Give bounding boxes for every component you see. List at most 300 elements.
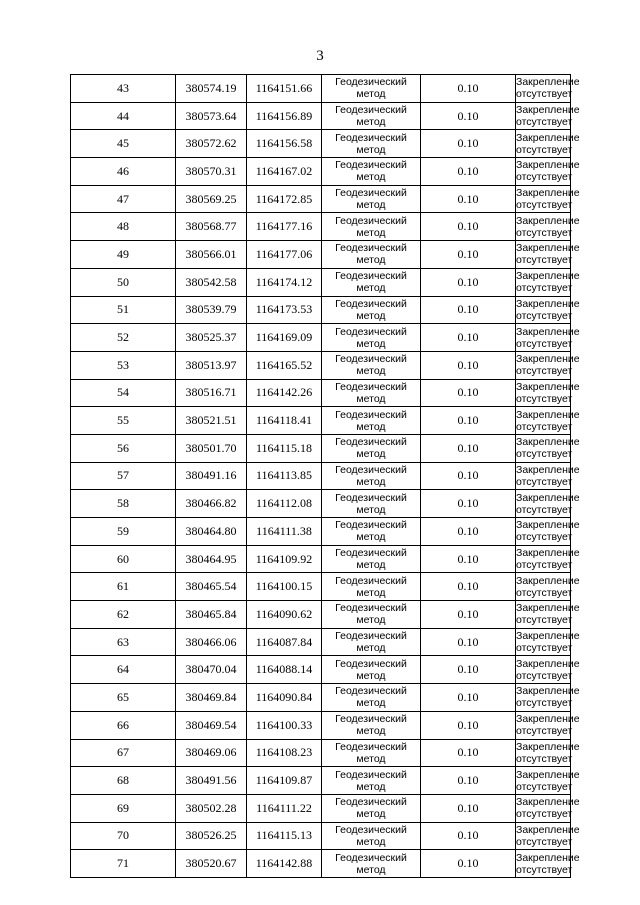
accuracy-cell: 0.10 (421, 822, 516, 850)
point-number-cell: 60 (71, 545, 176, 573)
method-line-1: Геодезический (335, 851, 407, 864)
fixing-cell (516, 185, 580, 213)
fixing-line-2: отсутствует (516, 309, 573, 322)
method-cell (322, 601, 421, 629)
x-coordinate-cell: 380566.01 (176, 241, 247, 269)
y-coordinate-cell: 1164100.15 (247, 573, 322, 601)
table-row (71, 102, 571, 130)
method-cell (322, 130, 421, 158)
x-coordinate-cell: 380466.06 (176, 628, 247, 656)
point-number-cell: 49 (71, 241, 176, 269)
method-line-2: метод (356, 669, 386, 682)
x-coordinate-cell: 380466.82 (176, 490, 247, 518)
fixing-line-2: отсутствует (516, 863, 573, 876)
point-number-cell: 51 (71, 296, 176, 324)
method-line-2: метод (356, 835, 386, 848)
fixing-cell (516, 850, 580, 878)
fixing-line-1: Закрепление (516, 491, 580, 504)
table-row (71, 490, 571, 518)
table-row (71, 324, 571, 352)
table-row (71, 767, 571, 795)
method-line-2: метод (356, 808, 386, 821)
accuracy-cell: 0.10 (421, 518, 516, 546)
y-coordinate-cell: 1164172.85 (247, 185, 322, 213)
x-coordinate-cell: 380525.37 (176, 324, 247, 352)
fixing-cell (516, 490, 580, 518)
fixing-line-2: отсутствует (516, 392, 573, 405)
method-cell (322, 351, 421, 379)
method-cell (322, 462, 421, 490)
method-line-2: метод (356, 199, 386, 212)
point-number-cell: 68 (71, 767, 176, 795)
method-cell (322, 324, 421, 352)
x-coordinate-cell: 380520.67 (176, 850, 247, 878)
method-line-1: Геодезический (335, 76, 407, 89)
accuracy-cell: 0.10 (421, 573, 516, 601)
y-coordinate-cell: 1164090.62 (247, 601, 322, 629)
fixing-line-2: отсутствует (516, 752, 573, 765)
y-coordinate-cell: 1164109.87 (247, 767, 322, 795)
table-row (71, 850, 571, 878)
fixing-line-1: Закрепление (516, 851, 580, 864)
method-cell (322, 379, 421, 407)
method-line-1: Геодезический (335, 463, 407, 476)
x-coordinate-cell: 380526.25 (176, 822, 247, 850)
point-number-cell: 65 (71, 684, 176, 712)
point-number-cell: 47 (71, 185, 176, 213)
x-coordinate-cell: 380491.56 (176, 767, 247, 795)
table-row (71, 407, 571, 435)
method-line-2: метод (356, 642, 386, 655)
point-number-cell: 52 (71, 324, 176, 352)
y-coordinate-cell: 1164167.02 (247, 158, 322, 186)
accuracy-cell: 0.10 (421, 628, 516, 656)
y-coordinate-cell: 1164109.92 (247, 545, 322, 573)
fixing-line-1: Закрепление (516, 740, 580, 753)
table-row (71, 158, 571, 186)
fixing-cell (516, 102, 580, 130)
method-line-1: Геодезический (335, 325, 407, 338)
method-cell (322, 102, 421, 130)
table-row (71, 379, 571, 407)
fixing-cell (516, 379, 580, 407)
fixing-line-1: Закрепление (516, 270, 580, 283)
table-row (71, 518, 571, 546)
accuracy-cell: 0.10 (421, 158, 516, 186)
point-number-cell: 64 (71, 656, 176, 684)
fixing-line-1: Закрепление (516, 214, 580, 227)
method-cell (322, 573, 421, 601)
y-coordinate-cell: 1164115.18 (247, 434, 322, 462)
x-coordinate-cell: 380574.19 (176, 75, 247, 103)
method-cell (322, 490, 421, 518)
accuracy-cell: 0.10 (421, 102, 516, 130)
point-number-cell: 58 (71, 490, 176, 518)
fixing-line-1: Закрепление (516, 657, 580, 670)
fixing-cell (516, 711, 580, 739)
fixing-line-1: Закрепление (516, 187, 580, 200)
accuracy-cell: 0.10 (421, 379, 516, 407)
accuracy-cell: 0.10 (421, 130, 516, 158)
x-coordinate-cell: 380539.79 (176, 296, 247, 324)
method-line-2: метод (356, 559, 386, 572)
method-cell (322, 296, 421, 324)
accuracy-cell: 0.10 (421, 490, 516, 518)
accuracy-cell: 0.10 (421, 656, 516, 684)
method-line-1: Геодезический (335, 436, 407, 449)
fixing-line-2: отсутствует (516, 503, 573, 516)
fixing-cell (516, 324, 580, 352)
fixing-cell (516, 75, 580, 103)
x-coordinate-cell: 380513.97 (176, 351, 247, 379)
accuracy-cell: 0.10 (421, 767, 516, 795)
method-line-1: Геодезический (335, 519, 407, 532)
method-cell (322, 767, 421, 795)
accuracy-cell: 0.10 (421, 185, 516, 213)
method-cell (322, 794, 421, 822)
point-number-cell: 71 (71, 850, 176, 878)
fixing-cell (516, 241, 580, 269)
method-line-1: Геодезический (335, 740, 407, 753)
y-coordinate-cell: 1164169.09 (247, 324, 322, 352)
x-coordinate-cell: 380464.80 (176, 518, 247, 546)
page-number: 3 (316, 48, 324, 64)
table-row (71, 434, 571, 462)
method-cell (322, 711, 421, 739)
fixing-cell (516, 518, 580, 546)
accuracy-cell: 0.10 (421, 711, 516, 739)
table-row (71, 628, 571, 656)
method-line-2: метод (356, 88, 386, 101)
fixing-line-2: отсутствует (516, 808, 573, 821)
method-line-1: Геодезический (335, 131, 407, 144)
y-coordinate-cell: 1164156.58 (247, 130, 322, 158)
method-line-1: Геодезический (335, 353, 407, 366)
point-number-cell: 53 (71, 351, 176, 379)
point-number-cell: 56 (71, 434, 176, 462)
method-line-2: метод (356, 863, 386, 876)
fixing-cell (516, 767, 580, 795)
x-coordinate-cell: 380569.25 (176, 185, 247, 213)
point-number-cell: 63 (71, 628, 176, 656)
fixing-line-2: отсутствует (516, 199, 573, 212)
fixing-line-2: отсутствует (516, 143, 573, 156)
coordinates-table (70, 74, 580, 878)
x-coordinate-cell: 380542.58 (176, 268, 247, 296)
method-line-2: метод (356, 697, 386, 710)
method-line-1: Геодезический (335, 380, 407, 393)
x-coordinate-cell: 380572.62 (176, 130, 247, 158)
method-cell (322, 268, 421, 296)
y-coordinate-cell: 1164173.53 (247, 296, 322, 324)
y-coordinate-cell: 1164156.89 (247, 102, 322, 130)
x-coordinate-cell: 380469.06 (176, 739, 247, 767)
y-coordinate-cell: 1164111.22 (247, 794, 322, 822)
fixing-cell (516, 351, 580, 379)
accuracy-cell: 0.10 (421, 241, 516, 269)
table-row (71, 351, 571, 379)
method-cell (322, 545, 421, 573)
fixing-line-1: Закрепление (516, 685, 580, 698)
fixing-line-2: отсутствует (516, 254, 573, 267)
method-cell (322, 684, 421, 712)
fixing-cell (516, 434, 580, 462)
method-line-1: Геодезический (335, 574, 407, 587)
x-coordinate-cell: 380464.95 (176, 545, 247, 573)
fixing-line-2: отсутствует (516, 697, 573, 710)
x-coordinate-cell: 380470.04 (176, 656, 247, 684)
fixing-line-1: Закрепление (516, 768, 580, 781)
accuracy-cell: 0.10 (421, 794, 516, 822)
accuracy-cell: 0.10 (421, 213, 516, 241)
method-line-1: Геодезический (335, 685, 407, 698)
point-number-cell: 69 (71, 794, 176, 822)
table-row (71, 545, 571, 573)
fixing-line-2: отсутствует (516, 531, 573, 544)
fixing-cell (516, 296, 580, 324)
table-row (71, 601, 571, 629)
method-line-1: Геодезический (335, 242, 407, 255)
table-row (71, 268, 571, 296)
table-row (71, 296, 571, 324)
y-coordinate-cell: 1164113.85 (247, 462, 322, 490)
table-row (71, 573, 571, 601)
y-coordinate-cell: 1164090.84 (247, 684, 322, 712)
x-coordinate-cell: 380573.64 (176, 102, 247, 130)
y-coordinate-cell: 1164115.13 (247, 822, 322, 850)
accuracy-cell: 0.10 (421, 268, 516, 296)
fixing-line-1: Закрепление (516, 159, 580, 172)
point-number-cell: 43 (71, 75, 176, 103)
fixing-cell (516, 628, 580, 656)
point-number-cell: 66 (71, 711, 176, 739)
accuracy-cell: 0.10 (421, 407, 516, 435)
x-coordinate-cell: 380491.16 (176, 462, 247, 490)
fixing-line-1: Закрепление (516, 602, 580, 615)
accuracy-cell: 0.10 (421, 850, 516, 878)
method-cell (322, 241, 421, 269)
method-line-1: Геодезический (335, 187, 407, 200)
y-coordinate-cell: 1164142.26 (247, 379, 322, 407)
method-line-1: Геодезический (335, 823, 407, 836)
fixing-cell (516, 130, 580, 158)
method-cell (322, 850, 421, 878)
table-row (71, 794, 571, 822)
accuracy-cell: 0.10 (421, 434, 516, 462)
fixing-line-1: Закрепление (516, 325, 580, 338)
fixing-cell (516, 462, 580, 490)
method-line-2: метод (356, 392, 386, 405)
point-number-cell: 67 (71, 739, 176, 767)
fixing-line-1: Закрепление (516, 408, 580, 421)
table-row (71, 656, 571, 684)
fixing-cell (516, 794, 580, 822)
method-line-2: метод (356, 531, 386, 544)
x-coordinate-cell: 380469.54 (176, 711, 247, 739)
accuracy-cell: 0.10 (421, 601, 516, 629)
fixing-line-2: отсутствует (516, 475, 573, 488)
fixing-line-2: отсутствует (516, 725, 573, 738)
method-cell (322, 213, 421, 241)
fixing-line-2: отсутствует (516, 171, 573, 184)
method-cell (322, 518, 421, 546)
table-row (71, 739, 571, 767)
fixing-line-1: Закрепление (516, 436, 580, 449)
method-line-2: метод (356, 365, 386, 378)
fixing-line-2: отсутствует (516, 835, 573, 848)
method-cell (322, 628, 421, 656)
accuracy-cell: 0.10 (421, 351, 516, 379)
x-coordinate-cell: 380502.28 (176, 794, 247, 822)
fixing-line-1: Закрепление (516, 242, 580, 255)
method-line-1: Геодезический (335, 214, 407, 227)
y-coordinate-cell: 1164177.06 (247, 241, 322, 269)
fixing-cell (516, 213, 580, 241)
y-coordinate-cell: 1164100.33 (247, 711, 322, 739)
table-row (71, 130, 571, 158)
method-line-1: Геодезический (335, 159, 407, 172)
point-number-cell: 61 (71, 573, 176, 601)
method-line-1: Геодезический (335, 104, 407, 117)
accuracy-cell: 0.10 (421, 684, 516, 712)
fixing-cell (516, 601, 580, 629)
method-line-1: Геодезический (335, 602, 407, 615)
fixing-line-1: Закрепление (516, 131, 580, 144)
method-line-1: Геодезический (335, 491, 407, 504)
accuracy-cell: 0.10 (421, 75, 516, 103)
fixing-line-2: отсутствует (516, 669, 573, 682)
fixing-cell (516, 822, 580, 850)
fixing-line-1: Закрепление (516, 519, 580, 532)
table-row (71, 75, 571, 103)
table-row (71, 213, 571, 241)
method-line-2: метод (356, 448, 386, 461)
point-number-cell: 48 (71, 213, 176, 241)
method-cell (322, 739, 421, 767)
y-coordinate-cell: 1164165.52 (247, 351, 322, 379)
x-coordinate-cell: 380465.54 (176, 573, 247, 601)
fixing-line-1: Закрепление (516, 713, 580, 726)
accuracy-cell: 0.10 (421, 739, 516, 767)
point-number-cell: 57 (71, 462, 176, 490)
method-line-1: Геодезический (335, 297, 407, 310)
fixing-line-2: отсутствует (516, 282, 573, 295)
fixing-line-2: отсутствует (516, 614, 573, 627)
method-line-2: метод (356, 420, 386, 433)
point-number-cell: 59 (71, 518, 176, 546)
x-coordinate-cell: 380465.84 (176, 601, 247, 629)
method-line-1: Геодезический (335, 796, 407, 809)
method-line-1: Геодезический (335, 713, 407, 726)
point-number-cell: 45 (71, 130, 176, 158)
method-line-1: Геодезический (335, 768, 407, 781)
x-coordinate-cell: 380570.31 (176, 158, 247, 186)
fixing-line-2: отсутствует (516, 420, 573, 433)
table-row (71, 822, 571, 850)
fixing-line-1: Закрепление (516, 630, 580, 643)
accuracy-cell: 0.10 (421, 324, 516, 352)
fixing-cell (516, 545, 580, 573)
method-line-2: метод (356, 171, 386, 184)
accuracy-cell: 0.10 (421, 296, 516, 324)
fixing-line-2: отсутствует (516, 88, 573, 101)
fixing-cell (516, 573, 580, 601)
method-line-2: метод (356, 309, 386, 322)
method-cell (322, 434, 421, 462)
fixing-line-2: отсутствует (516, 226, 573, 239)
fixing-cell (516, 158, 580, 186)
accuracy-cell: 0.10 (421, 462, 516, 490)
fixing-line-2: отсутствует (516, 448, 573, 461)
fixing-line-2: отсутствует (516, 116, 573, 129)
point-number-cell: 44 (71, 102, 176, 130)
fixing-line-1: Закрепление (516, 463, 580, 476)
method-cell (322, 75, 421, 103)
method-line-2: метод (356, 503, 386, 516)
fixing-line-1: Закрепление (516, 380, 580, 393)
method-line-2: метод (356, 725, 386, 738)
fixing-line-2: отсутствует (516, 365, 573, 378)
fixing-line-1: Закрепление (516, 547, 580, 560)
accuracy-cell: 0.10 (421, 545, 516, 573)
point-number-cell: 46 (71, 158, 176, 186)
method-line-2: метод (356, 337, 386, 350)
method-line-1: Геодезический (335, 630, 407, 643)
method-line-2: метод (356, 586, 386, 599)
fixing-line-2: отсутствует (516, 586, 573, 599)
method-cell (322, 656, 421, 684)
y-coordinate-cell: 1164177.16 (247, 213, 322, 241)
fixing-line-2: отсутствует (516, 780, 573, 793)
x-coordinate-cell: 380521.51 (176, 407, 247, 435)
method-line-2: метод (356, 143, 386, 156)
y-coordinate-cell: 1164142.88 (247, 850, 322, 878)
method-line-2: метод (356, 226, 386, 239)
point-number-cell: 70 (71, 822, 176, 850)
y-coordinate-cell: 1164088.14 (247, 656, 322, 684)
point-number-cell: 50 (71, 268, 176, 296)
method-line-1: Геодезический (335, 657, 407, 670)
y-coordinate-cell: 1164151.66 (247, 75, 322, 103)
method-line-2: метод (356, 116, 386, 129)
fixing-cell (516, 656, 580, 684)
table-row (71, 711, 571, 739)
method-cell (322, 185, 421, 213)
coordinates-table-body (71, 75, 580, 878)
table-row (71, 241, 571, 269)
y-coordinate-cell: 1164111.38 (247, 518, 322, 546)
fixing-line-1: Закрепление (516, 574, 580, 587)
method-line-2: метод (356, 614, 386, 627)
fixing-line-2: отсутствует (516, 642, 573, 655)
fixing-cell (516, 684, 580, 712)
y-coordinate-cell: 1164087.84 (247, 628, 322, 656)
x-coordinate-cell: 380568.77 (176, 213, 247, 241)
method-cell (322, 822, 421, 850)
method-line-1: Геодезический (335, 547, 407, 560)
point-number-cell: 54 (71, 379, 176, 407)
fixing-line-2: отсутствует (516, 559, 573, 572)
method-line-2: метод (356, 475, 386, 488)
method-line-1: Геодезический (335, 408, 407, 421)
table-row (71, 185, 571, 213)
y-coordinate-cell: 1164112.08 (247, 490, 322, 518)
fixing-line-2: отсутствует (516, 337, 573, 350)
x-coordinate-cell: 380469.84 (176, 684, 247, 712)
y-coordinate-cell: 1164174.12 (247, 268, 322, 296)
point-number-cell: 55 (71, 407, 176, 435)
point-number-cell: 62 (71, 601, 176, 629)
